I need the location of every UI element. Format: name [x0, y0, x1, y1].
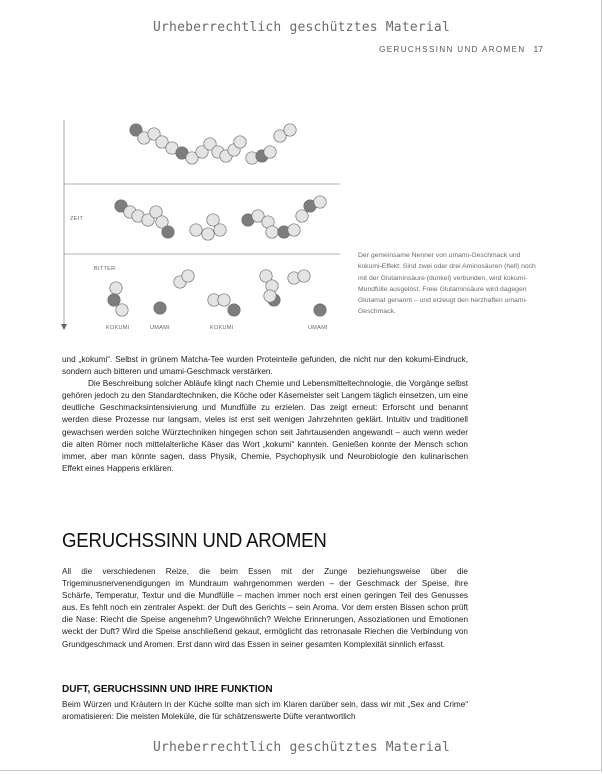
section-body	[62, 566, 468, 651]
axis-label-zeit: ZEIT	[70, 216, 84, 222]
glutamic-acid-molecule	[108, 294, 120, 306]
running-head-title: GERUCHSSINN UND AROMEN	[379, 45, 526, 54]
label-kokumi-1: KOKUMI	[106, 325, 130, 331]
section-paragraph: All die verschiedenen Reize, die beim Essen mit der Zunge beziehungsweise über die Trigeminusnervenendigungen im Mundraum wahrgenommen werden – der Geschmack der Speise, ihre Schärfe, Temperatur, Textur und die Mundfülle – machen immer noch erst einen geringen Teil des Genusses aus. Es fehlt noch ein zentraler Aspekt: der Duft des Gerichts – sein Aroma. Vor dem ersten Bissen schon prüft die Nase: Riecht die Speise angenehm? Ungewöhnlich? Welche Erinnerungen, Assoziationen und Emotionen weckt der Duft? Wird die Speise anschließend gekaut, ermöglicht das retronasale Riechen die Verbindung von Grundgeschmack und Aromen. Erst dann wird das Essen in seiner gesamten Komplexität sinnlich erfasst.	[62, 567, 468, 649]
amino-acid-molecule	[234, 136, 246, 148]
amino-acid-molecule	[314, 196, 326, 208]
body-paragraph-1: und „kokumi“. Selbst in grünem Matcha-Tee wurden Proteinteile gefunden, die nicht nur den kokumi-Eindruck, sondern auch bitteren und umami-Geschmack verstärken.	[62, 355, 468, 377]
glutamic-acid-molecule	[314, 304, 326, 316]
figure-caption: Der gemeinsame Nenner von umami-Geschmack und kokumi-Effekt: Sind zwei oder drei Aminosäuren (hell) noch mit der Glutaminsäure (dunkel) verbunden, wird kokumi-Mundfülle ausgelöst. Freie Glutaminsäure wird dagegen Glutamat genannt – und erzeugt den herzhaften umami-Geschmack.	[358, 252, 536, 316]
amino-acid-molecule	[116, 304, 128, 316]
amino-acid-molecule	[202, 228, 214, 240]
label-kokumi-2: KOKUMI	[210, 325, 234, 331]
amino-acid-molecule	[284, 124, 296, 136]
label-bitter: BITTER	[94, 266, 116, 272]
amino-acid-molecule	[264, 146, 276, 158]
page-number: 17	[533, 44, 543, 54]
amino-acid-molecule	[218, 294, 230, 306]
amino-acid-molecule	[288, 224, 300, 236]
amino-acid-diagram	[58, 112, 358, 338]
watermark-bottom: Urheberrechtlich geschütztes Material	[153, 740, 450, 755]
subsection-heading: DUFT, GERUCHSSINN UND IHRE FUNKTION	[62, 684, 273, 695]
glutamic-acid-molecule	[162, 226, 174, 238]
subsection-body	[62, 699, 468, 723]
amino-acid-molecule	[214, 224, 226, 236]
label-umami-2: UMAMI	[308, 325, 328, 331]
running-head	[379, 44, 543, 54]
glutamic-acid-molecule	[154, 302, 166, 314]
amino-acid-molecule	[110, 282, 122, 294]
amino-acid-molecule	[190, 224, 202, 236]
glutamic-acid-molecule	[228, 304, 240, 316]
time-axis-arrowhead	[61, 324, 67, 330]
label-umami-1: UMAMI	[150, 325, 170, 331]
amino-acid-molecule	[296, 210, 308, 222]
amino-acid-molecule	[264, 290, 276, 302]
body-text-top	[62, 354, 468, 475]
body-paragraph-2: Die Beschreibung solcher Abläufe klingt nach Chemie und Lebensmitteltechnologie, die Vorgänge selbst gehören jedoch zu den Standardtechniken, die Köche oder Käsemeister seit Langem täglich einsetzen, um eine deutliche Geschmacksintensivierung und Mundfülle zu erzielen. Das zeigt erneut: Erforscht und benannt werden diese Prozesse nur langsam, vieles ist erst seit wenigen Jahrzehnten geklärt. Intuitiv und traditionell gewachsen werden solche Würztechniken hingegen schon seit Jahrtausenden angewandt – auch wenn weder die alten Römer noch mittelalterliche Käser das Wort „kokumi“ kannten. Genießen konnte der Mensch schon immer, aber man könnte sagen, dass Physik, Chemie, Psychophysik und Neurobiologie den kulinarischen Effekt eines Happens erklären.	[62, 379, 468, 473]
amino-acid-molecule	[298, 270, 310, 282]
section-heading: GERUCHSSINN UND AROMEN	[62, 530, 327, 552]
amino-acid-figure	[58, 112, 358, 338]
amino-acid-molecule	[266, 226, 278, 238]
subsection-paragraph: Beim Würzen und Kräutern in der Küche sollte man sich im Klaren darüber sein, dass wir mit „Sex and Crime“ aromatisieren: Die meisten Moleküle, die für schätzenswerte Düfte verantwortlich	[62, 700, 468, 722]
amino-acid-molecule	[182, 270, 194, 282]
watermark-top: Urheberrechtlich geschütztes Material	[153, 20, 450, 35]
